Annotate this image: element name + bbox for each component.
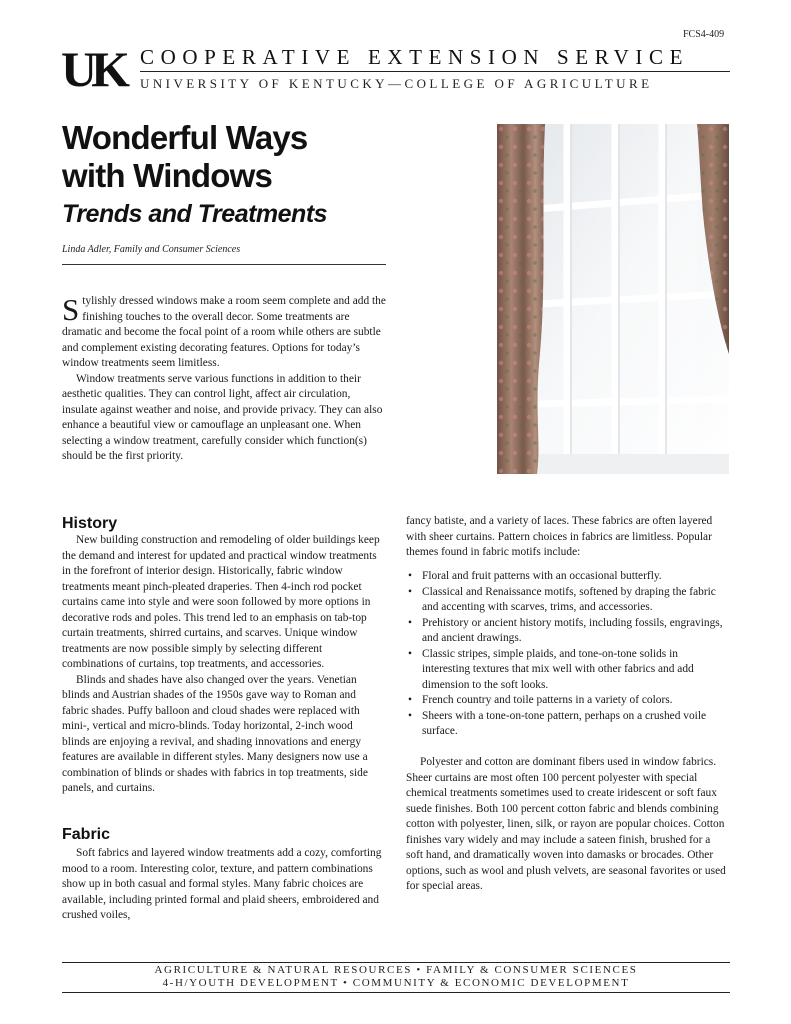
drop-cap: S	[62, 292, 80, 327]
fabric-continued	[406, 514, 728, 561]
page-title	[62, 119, 308, 195]
footer-programs-line-2: 4-H/YOUTH DEVELOPMENT • COMMUNITY & ECONOMIC DEVELOPMENT	[162, 977, 630, 989]
bullet-icon: •	[408, 709, 412, 722]
fibers-paragraph: Polyester and cotton are dominant fibers used in window fabrics. Sheer curtains are most often 100 percent polyester with special chemical treatments sometimes used to create iridescent or soft faux suede finishes. Both 100 percent cotton fabric and blends combining cotton with polyester, linen, silk, or rayon are popular choices. Cotton finishes vary widely and may include a sateen finish, brushed for a soft hand, and dramatically woven into damasks or brocades. Other options, such as wool and plush velvets, are seasonal favorites or used for special areas.	[406, 756, 726, 892]
page-subtitle: Trends and Treatments	[62, 200, 328, 228]
motif-list	[406, 569, 728, 740]
list-item	[406, 585, 728, 616]
footer-rule-bottom	[62, 992, 730, 993]
list-item-text: French country and toile patterns in a variety of colors.	[422, 694, 673, 706]
fabric-heading: Fabric	[62, 826, 111, 843]
uk-logo	[61, 41, 137, 97]
window-curtain-photo	[497, 124, 729, 474]
history-heading: History	[62, 515, 118, 532]
list-item	[406, 616, 728, 647]
list-item	[406, 693, 728, 709]
list-item-text: Sheers with a tone-on-tone pattern, perhaps on a crushed voile surface.	[422, 709, 707, 737]
author-byline: Linda Adler, Family and Consumer Sciences	[62, 244, 241, 255]
fabric-section	[62, 846, 382, 924]
cooperative-extension-heading: COOPERATIVE EXTENSION SERVICE	[140, 45, 690, 69]
fabric-paragraph-2: fancy batiste, and a variety of laces. These fabrics are often layered with sheer curtains. Pattern choices in fabrics are limitless. Popular themes found in fabric motifs include:	[406, 515, 713, 558]
list-item-text: Floral and fruit patterns with an occasional butterfly.	[422, 570, 662, 582]
window-photo-graphic	[497, 124, 729, 474]
intro-paragraph-2: Window treatments serve various functions in addition to their aesthetic qualities. They can control light, affect air circulation, insulate against weather and noise, and provide privacy. They can also enhance a beautiful view or camouflage an unpleasant one. When selecting a window treatment, carefully consider which function(s) should be the first priority.	[62, 372, 383, 462]
list-item	[406, 709, 728, 740]
list-item	[406, 569, 728, 585]
history-paragraph-2: Blinds and shades have also changed over the years. Venetian blinds and Austrian shades of the 1950s gave way to Roman and fabric shades. Puffy balloon and cloud shades were replaced with mini-, vertical and micro-blinds. Today horizontal, 2-inch wood blinds are enjoying a revival, and shading innovations and energy features are available in different styles. Many designers now use a combination of blinds or shades with fabrics in top treatments, side panels, and curtains.	[62, 673, 368, 794]
bullet-icon: •	[408, 570, 412, 582]
intro-paragraph-1-text: tylishly dressed windows make a room seem complete and add the finishing touches to the overall decor. Some treatments are dramatic and become the focal point of a room while others are subtle and complement existing decorating features. Options for today’s window treatments seem limitless.	[62, 295, 386, 369]
fabric-paragraph-1: Soft fabrics and layered window treatments add a cozy, comforting mood to a room. Interesting color, texture, and pattern combinations show up in both casual and formal styles. Many fabric choices are available, including printed formal and plaid sheers, embroidered and crushed voiles,	[62, 847, 382, 921]
history-paragraph-1: New building construction and remodeling of older buildings keep the demand and interest for updated and practical window treatments in the forefront of interior design. Historically, fabric window treatments meant pinch-pleated draperies. Then 4-inch rod pocket curtains came into style and were soon followed by more options in decorative rods and poles. This trend led to an emphasis on tab-top curtain treatments, shirred curtains, and scarves. Unique window treatments are now possible simply by selecting different combinations of curtains, top treatments, and accessories.	[62, 534, 380, 670]
title-divider	[62, 264, 386, 265]
title-line-2: with Windows	[62, 157, 273, 194]
history-section	[62, 533, 382, 797]
intro-paragraph-1	[62, 294, 388, 372]
footer-rule-top	[62, 962, 730, 963]
intro-section	[62, 294, 388, 465]
list-item-text: Classical and Renaissance motifs, softened by draping the fabric and accenting with scarves, trims, and accessories.	[422, 585, 716, 613]
publication-code: FCS4-409	[683, 29, 725, 40]
list-item	[406, 647, 728, 694]
list-item-text: Classic stripes, simple plaids, and tone-on-tone solids in interesting textures that mix well with other fabrics and add dimension to the soft looks.	[422, 647, 694, 691]
header-rule	[140, 71, 730, 72]
bullet-icon: •	[408, 694, 412, 706]
footer-programs-line-1: AGRICULTURE & NATURAL RESOURCES • FAMILY & CONSUMER SCIENCES	[154, 964, 638, 976]
university-heading: UNIVERSITY OF KENTUCKY—COLLEGE OF AGRICULTURE	[140, 76, 653, 91]
title-line-1: Wonderful Ways	[62, 119, 308, 156]
bullet-icon: •	[408, 585, 412, 598]
fibers-section	[406, 755, 728, 895]
list-item-text: Prehistory or ancient history motifs, including fossils, engravings, and ancient drawings.	[422, 616, 723, 644]
uk-logo-text: UK	[61, 41, 124, 97]
bullet-icon: •	[408, 616, 412, 629]
bullet-icon: •	[408, 647, 412, 660]
